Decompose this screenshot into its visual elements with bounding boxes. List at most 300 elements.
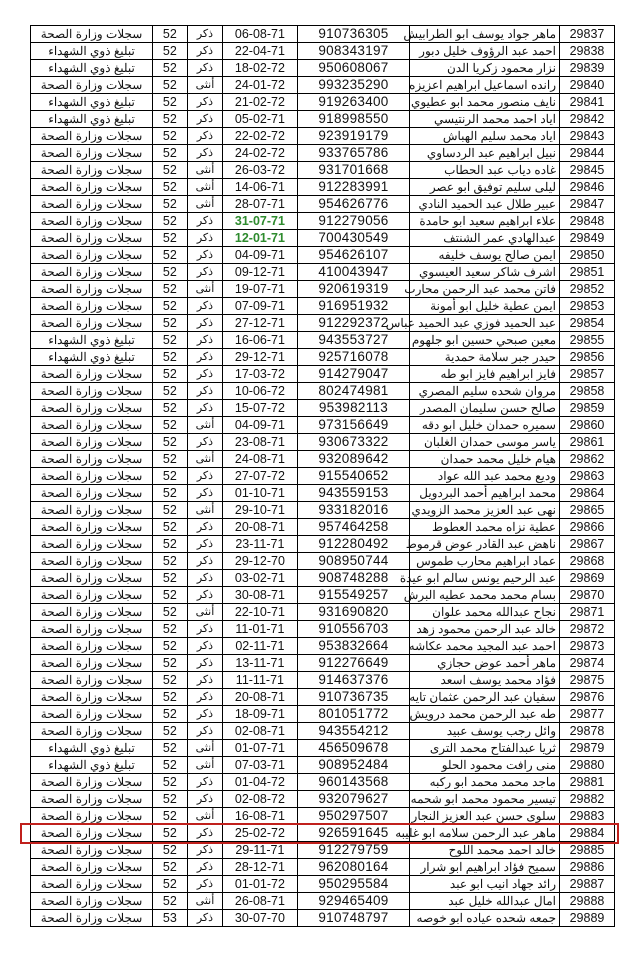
name-cell: ياسر موسى حمدان الغلبان xyxy=(410,434,560,451)
source-cell: سجلات وزارة الصحة xyxy=(31,723,153,740)
serial-number-cell: 29872 xyxy=(560,621,615,638)
age-cell: 52 xyxy=(153,638,188,655)
serial-number-cell: 29862 xyxy=(560,451,615,468)
source-cell: سجلات وزارة الصحة xyxy=(31,570,153,587)
source-cell: سجلات وزارة الصحة xyxy=(31,638,153,655)
birth-date-cell: 29-12-71 xyxy=(223,349,297,366)
gender-cell: ذكر xyxy=(187,706,223,723)
gender-cell: ذكر xyxy=(187,723,223,740)
gender-cell: أنثى xyxy=(187,162,223,179)
birth-date-cell: 23-11-71 xyxy=(223,536,297,553)
serial-number-cell: 29848 xyxy=(560,213,615,230)
gender-cell: ذكر xyxy=(187,315,223,332)
name-cell: عماد ابراهيم محارب طموس xyxy=(410,553,560,570)
id-number-cell: 950297507 xyxy=(297,808,410,825)
serial-number-cell: 29868 xyxy=(560,553,615,570)
name-cell: ماهر أحمد عوض حجازي xyxy=(410,655,560,672)
id-number-cell: 973156649 xyxy=(297,417,410,434)
source-cell: سجلات وزارة الصحة xyxy=(31,553,153,570)
birth-date-cell: 01-01-72 xyxy=(223,876,297,893)
serial-number-cell: 29889 xyxy=(560,910,615,927)
id-number-cell: 932089642 xyxy=(297,451,410,468)
gender-cell: ذكر xyxy=(187,43,223,60)
name-cell: عبد الحميد فوزي عبد الحميد عباس xyxy=(410,315,560,332)
birth-date-cell: 30-07-70 xyxy=(223,910,297,927)
birth-date-cell: 04-09-71 xyxy=(223,247,297,264)
table-row xyxy=(31,417,615,434)
name-cell: حيدر جبر سلامة حمدية xyxy=(410,349,560,366)
id-number-cell: 410043947 xyxy=(297,264,410,281)
name-cell: رانده اسماعيل ابراهيم اعزيزه xyxy=(410,77,560,94)
table-row xyxy=(31,570,615,587)
serial-number-cell: 29858 xyxy=(560,383,615,400)
age-cell: 52 xyxy=(153,519,188,536)
source-cell: تبليغ ذوي الشهداء xyxy=(31,740,153,757)
source-cell: تبليغ ذوي الشهداء xyxy=(31,757,153,774)
birth-date-cell: 26-08-71 xyxy=(223,893,297,910)
serial-number-cell: 29885 xyxy=(560,842,615,859)
age-cell: 52 xyxy=(153,485,188,502)
age-cell: 52 xyxy=(153,315,188,332)
birth-date-cell: 24-02-72 xyxy=(223,145,297,162)
gender-cell: أنثى xyxy=(187,604,223,621)
id-number-cell: 908748288 xyxy=(297,570,410,587)
id-number-cell: 943553727 xyxy=(297,332,410,349)
table-row xyxy=(31,247,615,264)
name-cell: سميره حمدان خليل ابو دقه xyxy=(410,417,560,434)
age-cell: 52 xyxy=(153,383,188,400)
birth-date-cell: 16-08-71 xyxy=(223,808,297,825)
records-table-body xyxy=(31,26,615,927)
id-number-cell: 802474981 xyxy=(297,383,410,400)
gender-cell: ذكر xyxy=(187,842,223,859)
table-row xyxy=(31,621,615,638)
birth-date-cell: 30-08-71 xyxy=(223,587,297,604)
source-cell: سجلات وزارة الصحة xyxy=(31,587,153,604)
birth-date-cell: 06-08-71 xyxy=(223,26,297,43)
serial-number-cell: 29874 xyxy=(560,655,615,672)
serial-number-cell: 29849 xyxy=(560,230,615,247)
name-cell: وائل رجب يوسف عبيد xyxy=(410,723,560,740)
gender-cell: ذكر xyxy=(187,689,223,706)
name-cell: عطية نزاه محمد العطوط xyxy=(410,519,560,536)
table-row xyxy=(31,689,615,706)
source-cell: سجلات وزارة الصحة xyxy=(31,366,153,383)
birth-date-cell: 29-11-71 xyxy=(223,842,297,859)
table-row xyxy=(31,876,615,893)
age-cell: 52 xyxy=(153,502,188,519)
id-number-cell: 456509678 xyxy=(297,740,410,757)
id-number-cell: 943554212 xyxy=(297,723,410,740)
age-cell: 52 xyxy=(153,757,188,774)
source-cell: سجلات وزارة الصحة xyxy=(31,502,153,519)
source-cell: سجلات وزارة الصحة xyxy=(31,808,153,825)
name-cell: اياد محمد سليم الهباش xyxy=(410,128,560,145)
serial-number-cell: 29860 xyxy=(560,417,615,434)
source-cell: سجلات وزارة الصحة xyxy=(31,417,153,434)
id-number-cell: 912279056 xyxy=(297,213,410,230)
id-number-cell: 953982113 xyxy=(297,400,410,417)
name-cell: ناهض عبد القادر عوض قرموط xyxy=(410,536,560,553)
age-cell: 52 xyxy=(153,349,188,366)
age-cell: 52 xyxy=(153,604,188,621)
serial-number-cell: 29875 xyxy=(560,672,615,689)
age-cell: 52 xyxy=(153,451,188,468)
name-cell: خالد عبد الرحمن محمود زهد xyxy=(410,621,560,638)
source-cell: سجلات وزارة الصحة xyxy=(31,145,153,162)
name-cell: صالح حسن سليمان المصدر xyxy=(410,400,560,417)
age-cell: 52 xyxy=(153,706,188,723)
table-row xyxy=(31,434,615,451)
table-row xyxy=(31,400,615,417)
gender-cell: ذكر xyxy=(187,400,223,417)
id-number-cell: 912292372 xyxy=(297,315,410,332)
serial-number-cell: 29871 xyxy=(560,604,615,621)
name-cell: تيسير محمود محمد ابو شحمه xyxy=(410,791,560,808)
table-row xyxy=(31,451,615,468)
birth-date-cell: 22-10-71 xyxy=(223,604,297,621)
id-number-cell: 925716078 xyxy=(297,349,410,366)
name-cell: نبيل ابراهيم عبد الردساوي xyxy=(410,145,560,162)
name-cell: وديع محمد عبد الله عواد xyxy=(410,468,560,485)
source-cell: تبليغ ذوي الشهداء xyxy=(31,94,153,111)
name-cell: ماهر جواد يوسف ابو الطرابيش xyxy=(410,26,560,43)
serial-number-cell: 29850 xyxy=(560,247,615,264)
name-cell: ماهر عبد الرحمن سلامه ابو غليبه xyxy=(410,825,560,842)
name-cell: نهى عبد العزيز محمد الزويدي xyxy=(410,502,560,519)
id-number-cell: 931690820 xyxy=(297,604,410,621)
age-cell: 52 xyxy=(153,672,188,689)
source-cell: سجلات وزارة الصحة xyxy=(31,281,153,298)
gender-cell: ذكر xyxy=(187,536,223,553)
birth-date-cell: 07-09-71 xyxy=(223,298,297,315)
gender-cell: ذكر xyxy=(187,94,223,111)
age-cell: 52 xyxy=(153,825,188,842)
age-cell: 52 xyxy=(153,876,188,893)
id-number-cell: 910748797 xyxy=(297,910,410,927)
birth-date-cell: 15-07-72 xyxy=(223,400,297,417)
name-cell: عبد الرحيم يونس سالم ابو عيدة xyxy=(410,570,560,587)
birth-date-cell: 14-06-71 xyxy=(223,179,297,196)
name-cell: معين صبحي حسين ابو جلهوم xyxy=(410,332,560,349)
source-cell: سجلات وزارة الصحة xyxy=(31,536,153,553)
id-number-cell: 933182016 xyxy=(297,502,410,519)
age-cell: 52 xyxy=(153,128,188,145)
birth-date-cell: 02-08-72 xyxy=(223,791,297,808)
source-cell: سجلات وزارة الصحة xyxy=(31,162,153,179)
table-row xyxy=(31,179,615,196)
serial-number-cell: 29855 xyxy=(560,332,615,349)
records-sheet xyxy=(30,25,615,927)
name-cell: طه عبد الرحمن محمد درويش xyxy=(410,706,560,723)
gender-cell: ذكر xyxy=(187,128,223,145)
id-number-cell: 908950744 xyxy=(297,553,410,570)
birth-date-cell: 11-11-71 xyxy=(223,672,297,689)
serial-number-cell: 29864 xyxy=(560,485,615,502)
gender-cell: ذكر xyxy=(187,60,223,77)
age-cell: 52 xyxy=(153,281,188,298)
source-cell: سجلات وزارة الصحة xyxy=(31,213,153,230)
source-cell: سجلات وزارة الصحة xyxy=(31,451,153,468)
id-number-cell: 912279759 xyxy=(297,842,410,859)
serial-number-cell: 29844 xyxy=(560,145,615,162)
source-cell: سجلات وزارة الصحة xyxy=(31,689,153,706)
gender-cell: أنثى xyxy=(187,77,223,94)
birth-date-cell: 10-06-72 xyxy=(223,383,297,400)
birth-date-cell: 03-02-71 xyxy=(223,570,297,587)
name-cell: علاء ابراهيم سعيد ابو حامدة xyxy=(410,213,560,230)
table-row xyxy=(31,468,615,485)
table-row xyxy=(31,536,615,553)
name-cell: عبدالهادي عمر الشنتف xyxy=(410,230,560,247)
serial-number-cell: 29880 xyxy=(560,757,615,774)
serial-number-cell: 29888 xyxy=(560,893,615,910)
table-row xyxy=(31,655,615,672)
name-cell: فاتن محمد عبد الرحمن محارب xyxy=(410,281,560,298)
serial-number-cell: 29886 xyxy=(560,859,615,876)
age-cell: 52 xyxy=(153,553,188,570)
source-cell: سجلات وزارة الصحة xyxy=(31,434,153,451)
birth-date-cell: 02-08-71 xyxy=(223,723,297,740)
serial-number-cell: 29883 xyxy=(560,808,615,825)
birth-date-cell: 12-01-71 xyxy=(223,230,297,247)
birth-date-cell: 24-08-71 xyxy=(223,451,297,468)
age-cell: 52 xyxy=(153,145,188,162)
records-table xyxy=(30,25,615,927)
gender-cell: ذكر xyxy=(187,332,223,349)
birth-date-cell: 23-08-71 xyxy=(223,434,297,451)
name-cell: سلوى حسن عبد العزيز النجار xyxy=(410,808,560,825)
gender-cell: ذكر xyxy=(187,145,223,162)
source-cell: سجلات وزارة الصحة xyxy=(31,621,153,638)
table-row xyxy=(31,502,615,519)
source-cell: سجلات وزارة الصحة xyxy=(31,230,153,247)
id-number-cell: 910736305 xyxy=(297,26,410,43)
table-row xyxy=(31,859,615,876)
source-cell: تبليغ ذوي الشهداء xyxy=(31,111,153,128)
birth-date-cell: 28-07-71 xyxy=(223,196,297,213)
table-row xyxy=(31,842,615,859)
birth-date-cell: 18-02-72 xyxy=(223,60,297,77)
id-number-cell: 943559153 xyxy=(297,485,410,502)
serial-number-cell: 29846 xyxy=(560,179,615,196)
age-cell: 52 xyxy=(153,60,188,77)
gender-cell: ذكر xyxy=(187,655,223,672)
gender-cell: ذكر xyxy=(187,774,223,791)
name-cell: ماجد محمد محمد ابو ركبه xyxy=(410,774,560,791)
table-row xyxy=(31,94,615,111)
birth-date-cell: 16-06-71 xyxy=(223,332,297,349)
name-cell: جمعه شحده عياده ابو خوصه xyxy=(410,910,560,927)
id-number-cell: 933765786 xyxy=(297,145,410,162)
name-cell: ليلى سليم توفيق ابو عصر xyxy=(410,179,560,196)
age-cell: 52 xyxy=(153,570,188,587)
birth-date-cell: 25-02-72 xyxy=(223,825,297,842)
gender-cell: ذكر xyxy=(187,434,223,451)
name-cell: محمد ابراهيم أحمد البردويل xyxy=(410,485,560,502)
source-cell: سجلات وزارة الصحة xyxy=(31,842,153,859)
name-cell: عبير طلال عبد الحميد النادي xyxy=(410,196,560,213)
birth-date-cell: 24-01-72 xyxy=(223,77,297,94)
gender-cell: ذكر xyxy=(187,519,223,536)
serial-number-cell: 29881 xyxy=(560,774,615,791)
id-number-cell: 916951932 xyxy=(297,298,410,315)
table-row xyxy=(31,366,615,383)
id-number-cell: 930673322 xyxy=(297,434,410,451)
serial-number-cell: 29859 xyxy=(560,400,615,417)
id-number-cell: 923919179 xyxy=(297,128,410,145)
source-cell: سجلات وزارة الصحة xyxy=(31,128,153,145)
id-number-cell: 910556703 xyxy=(297,621,410,638)
birth-date-cell: 27-12-71 xyxy=(223,315,297,332)
serial-number-cell: 29847 xyxy=(560,196,615,213)
id-number-cell: 957464258 xyxy=(297,519,410,536)
gender-cell: ذكر xyxy=(187,791,223,808)
gender-cell: ذكر xyxy=(187,553,223,570)
table-row xyxy=(31,774,615,791)
gender-cell: أنثى xyxy=(187,808,223,825)
age-cell: 52 xyxy=(153,587,188,604)
table-row xyxy=(31,519,615,536)
birth-date-cell: 13-11-71 xyxy=(223,655,297,672)
age-cell: 52 xyxy=(153,230,188,247)
serial-number-cell: 29857 xyxy=(560,366,615,383)
table-row xyxy=(31,604,615,621)
id-number-cell: 914279047 xyxy=(297,366,410,383)
name-cell: غاده دياب عبد الحطاب xyxy=(410,162,560,179)
id-number-cell: 931701668 xyxy=(297,162,410,179)
table-row xyxy=(31,723,615,740)
name-cell: فايز ابراهيم فايز ابو طه xyxy=(410,366,560,383)
table-row xyxy=(31,281,615,298)
name-cell: احمد عبد المجيد محمد عكاشه xyxy=(410,638,560,655)
table-row xyxy=(31,213,615,230)
name-cell: فؤاد محمد يوسف اسعد xyxy=(410,672,560,689)
name-cell: اشرف شاكر سعيد العيسوي xyxy=(410,264,560,281)
name-cell: منى رافت محمود الحلو xyxy=(410,757,560,774)
table-row xyxy=(31,298,615,315)
serial-number-cell: 29877 xyxy=(560,706,615,723)
gender-cell: ذكر xyxy=(187,26,223,43)
source-cell: سجلات وزارة الصحة xyxy=(31,179,153,196)
table-row xyxy=(31,128,615,145)
id-number-cell: 950295584 xyxy=(297,876,410,893)
serial-number-cell: 29884 xyxy=(560,825,615,842)
name-cell: نجاح عبدالله محمد علوان xyxy=(410,604,560,621)
age-cell: 52 xyxy=(153,247,188,264)
name-cell: سميح فؤاد ابراهيم ابو شرار xyxy=(410,859,560,876)
table-row xyxy=(31,332,615,349)
id-number-cell: 910736735 xyxy=(297,689,410,706)
id-number-cell: 932079627 xyxy=(297,791,410,808)
name-cell: بسام محمد محمد عطيه البرش xyxy=(410,587,560,604)
gender-cell: أنثى xyxy=(187,893,223,910)
gender-cell: ذكر xyxy=(187,638,223,655)
table-row xyxy=(31,757,615,774)
birth-date-cell: 18-09-71 xyxy=(223,706,297,723)
source-cell: سجلات وزارة الصحة xyxy=(31,315,153,332)
table-row xyxy=(31,26,615,43)
name-cell: سفيان عبد الرحمن عثمان تايه xyxy=(410,689,560,706)
birth-date-cell: 01-07-71 xyxy=(223,740,297,757)
table-row xyxy=(31,553,615,570)
table-row xyxy=(31,196,615,213)
serial-number-cell: 29854 xyxy=(560,315,615,332)
birth-date-cell: 07-03-71 xyxy=(223,757,297,774)
table-row xyxy=(31,910,615,927)
serial-number-cell: 29867 xyxy=(560,536,615,553)
id-number-cell: 954626776 xyxy=(297,196,410,213)
id-number-cell: 912276649 xyxy=(297,655,410,672)
id-number-cell: 929465409 xyxy=(297,893,410,910)
id-number-cell: 915549257 xyxy=(297,587,410,604)
birth-date-cell: 28-12-71 xyxy=(223,859,297,876)
name-cell: نزار محمود زكريا الدن xyxy=(410,60,560,77)
table-row xyxy=(31,825,615,842)
age-cell: 52 xyxy=(153,774,188,791)
serial-number-cell: 29869 xyxy=(560,570,615,587)
id-number-cell: 920619319 xyxy=(297,281,410,298)
gender-cell: أنثى xyxy=(187,281,223,298)
id-number-cell: 954626107 xyxy=(297,247,410,264)
id-number-cell: 915540652 xyxy=(297,468,410,485)
birth-date-cell: 04-09-71 xyxy=(223,417,297,434)
age-cell: 52 xyxy=(153,213,188,230)
name-cell: امال عبدالله خليل عبد xyxy=(410,893,560,910)
table-row xyxy=(31,162,615,179)
birth-date-cell: 01-04-72 xyxy=(223,774,297,791)
table-row xyxy=(31,893,615,910)
serial-number-cell: 29870 xyxy=(560,587,615,604)
birth-date-cell: 21-02-72 xyxy=(223,94,297,111)
age-cell: 52 xyxy=(153,162,188,179)
gender-cell: ذكر xyxy=(187,910,223,927)
gender-cell: ذكر xyxy=(187,383,223,400)
serial-number-cell: 29838 xyxy=(560,43,615,60)
serial-number-cell: 29873 xyxy=(560,638,615,655)
table-row xyxy=(31,808,615,825)
gender-cell: ذكر xyxy=(187,213,223,230)
id-number-cell: 801051772 xyxy=(297,706,410,723)
gender-cell: ذكر xyxy=(187,672,223,689)
source-cell: تبليغ ذوي الشهداء xyxy=(31,332,153,349)
serial-number-cell: 29856 xyxy=(560,349,615,366)
age-cell: 52 xyxy=(153,111,188,128)
age-cell: 52 xyxy=(153,859,188,876)
serial-number-cell: 29863 xyxy=(560,468,615,485)
gender-cell: ذكر xyxy=(187,825,223,842)
gender-cell: ذكر xyxy=(187,876,223,893)
table-row xyxy=(31,706,615,723)
table-row xyxy=(31,60,615,77)
name-cell: احمد عبد الرؤوف خليل دبور xyxy=(410,43,560,60)
source-cell: سجلات وزارة الصحة xyxy=(31,196,153,213)
table-row xyxy=(31,77,615,94)
name-cell: اياد احمد محمد الرنتيسي xyxy=(410,111,560,128)
serial-number-cell: 29879 xyxy=(560,740,615,757)
id-number-cell: 919263400 xyxy=(297,94,410,111)
age-cell: 52 xyxy=(153,536,188,553)
name-cell: نايف منصور محمد ابو عطيوي xyxy=(410,94,560,111)
table-row xyxy=(31,740,615,757)
birth-date-cell: 22-02-72 xyxy=(223,128,297,145)
age-cell: 52 xyxy=(153,740,188,757)
age-cell: 52 xyxy=(153,893,188,910)
source-cell: سجلات وزارة الصحة xyxy=(31,859,153,876)
gender-cell: ذكر xyxy=(187,230,223,247)
gender-cell: ذكر xyxy=(187,264,223,281)
age-cell: 52 xyxy=(153,417,188,434)
